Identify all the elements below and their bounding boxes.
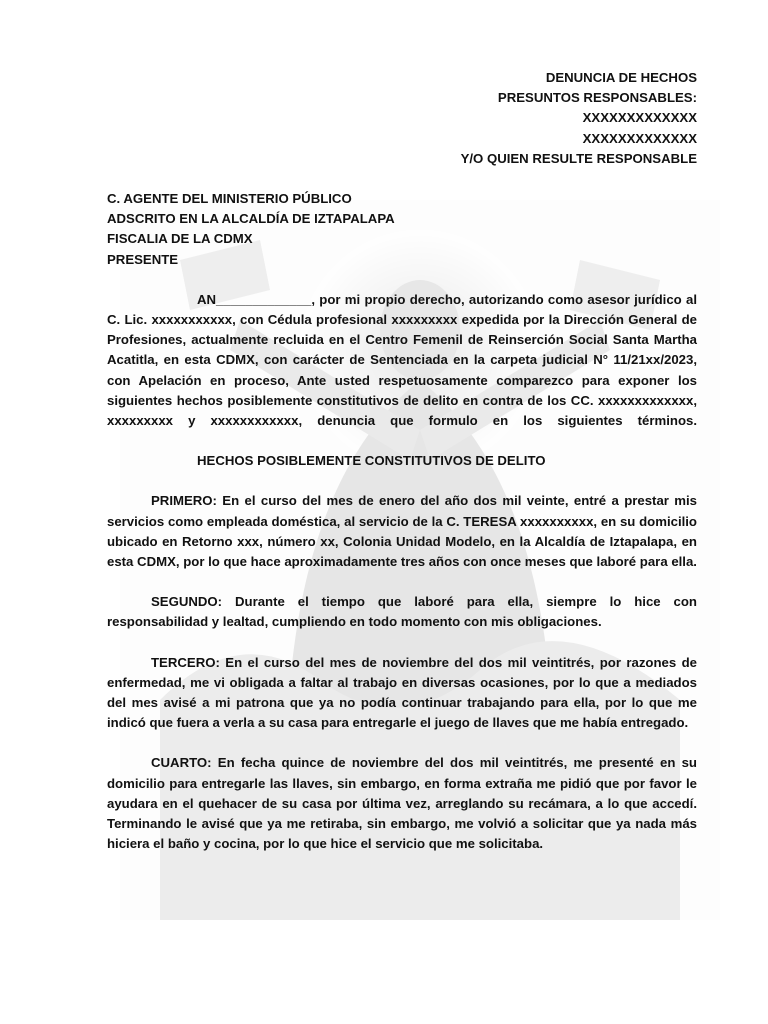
fact-text: En fecha quince de noviembre del dos mil veintitrés, me presenté en su domicilio para entregarle las llaves, sin embargo, en forma extraña me pidió que por favor le ayudara en el quehacer de su casa por última vez, arreglando su recámara, a lo que accedí. Terminando le avisé que ya me retiraba, sin embargo, me volvió a solicitar que ya nada más hiciera el baño y cocina, por lo que hice el servicio que me solicitaba. (107, 755, 697, 852)
fact-paragraph-2 (107, 592, 697, 632)
responsible-name-2: XXXXXXXXXXXXX (582, 130, 697, 146)
addressee-line-2: ADSCRITO EN LA ALCALDÍA DE IZTAPALAPA (107, 211, 395, 227)
responsibles-label: PRESUNTOS RESPONSABLES: (497, 90, 697, 106)
document-header (107, 68, 697, 169)
addressee-block (107, 189, 697, 270)
fact-label: TERCERO: (151, 654, 220, 670)
fact-text: Durante el tiempo que laboré para ella, siempre lo hice con responsabilidad y lealtad, cumpliendo en todo momento con mis obligaciones. (107, 594, 697, 630)
fact-text: En el curso del mes de noviembre del dos mil veintitrés, por razones de enfermedad, me vi obligada a faltar al trabajo en diversas ocasiones, por lo que a mediados del mes avisé a mi patrona que ya no podía continuar trabajando para ella, por lo que me indicó que fuera a verla a su casa para entregarle el juego de llaves que me había entregado. (107, 654, 697, 731)
fact-paragraph-1 (107, 491, 697, 572)
fact-label: CUARTO: (151, 755, 212, 771)
addressee-line-1: C. AGENTE DEL MINISTERIO PÚBLICO (107, 191, 352, 207)
document-title: DENUNCIA DE HECHOS (545, 70, 697, 85)
addressee-line-4: PRESENTE (107, 251, 179, 267)
fact-text: En el curso del mes de enero del año dos mil veinte, entré a prestar mis servicios como empleada doméstica, al servicio de la C. TERESA xxxxxxxxxx, en su domicilio ubicado en Retorno xxx, número xx, Colonia Unidad Modelo, en la Alcaldía de Iztapalapa, en esta CDMX, por lo que hace aproximadamente tres años con once meses que laboré para ella. (107, 493, 697, 570)
fact-paragraph-3 (107, 653, 697, 734)
section-title: HECHOS POSIBLEMENTE CONSTITUTIVOS DE DELITO (197, 453, 546, 469)
fact-label: PRIMERO: (151, 493, 217, 509)
responsible-other: Y/O QUIEN RESULTE RESPONSABLE (460, 150, 697, 166)
addressee-line-3: FISCALIA DE LA CDMX (107, 231, 253, 247)
document-body (107, 68, 697, 855)
fact-paragraph-4 (107, 753, 697, 854)
fact-label: SEGUNDO: (151, 594, 223, 610)
responsible-name-1: XXXXXXXXXXXXX (582, 110, 697, 126)
intro-paragraph: AN_____________, por mi propio derecho, autorizando como asesor jurídico al C. Lic. xxxxxxxxxxx, con Cédula profesional xxxxxxxxx expedida por la Dirección General de Profesiones, actualmente recluida en el Centro Femenil de Reinserción Social Santa Martha Acatitla, en esta CDMX, con carácter de Sentenciada en la carpeta judicial N° 11/21xx/2023, con Apelación en proceso, Ante usted respetuosamente comparezco para exponer los siguientes hechos posiblemente constitutivos de delito en contra de los CC. xxxxxxxxxxxxx, xxxxxxxxx y xxxxxxxxxxxx, denuncia que formulo en los siguientes términos. (107, 291, 697, 429)
